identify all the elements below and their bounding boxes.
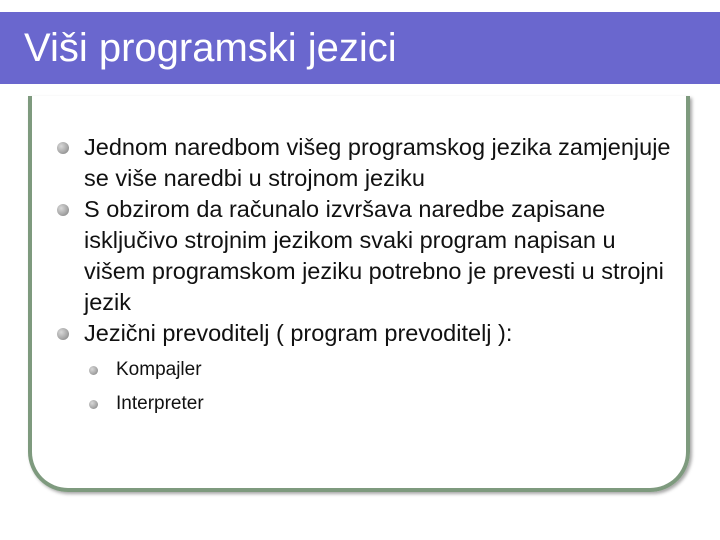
bullet-text: Jednom naredbom višeg programskog jezika zamjenjuje se više naredbi u strojnom jeziku	[84, 134, 671, 191]
bullet-item	[54, 194, 674, 318]
sub-bullet-text: Interpreter	[116, 393, 204, 414]
bullet-item	[54, 132, 674, 194]
bullet-item	[54, 318, 674, 349]
bullet-list	[54, 132, 674, 421]
bullet-dot-icon	[57, 328, 69, 340]
sub-bullet-dot-icon	[89, 400, 98, 409]
bullet-dot-icon	[57, 142, 69, 154]
sub-bullet-text: Kompajler	[116, 359, 202, 380]
bullet-text: Jezični prevoditelj ( program prevoditelj ):	[84, 320, 513, 346]
bullet-text: S obzirom da računalo izvršava naredbe zapisane isključivo strojnim jezikom svaki program napisan u višem programskom jeziku potrebno je prevesti u strojni jezik	[84, 196, 664, 315]
sub-bullet-dot-icon	[89, 366, 98, 375]
sub-bullet-list	[54, 353, 674, 421]
sub-bullet-item	[86, 353, 674, 387]
bullet-dot-icon	[57, 204, 69, 216]
slide-title: Viši programski jezici	[24, 26, 397, 70]
sub-bullet-item	[86, 387, 674, 421]
